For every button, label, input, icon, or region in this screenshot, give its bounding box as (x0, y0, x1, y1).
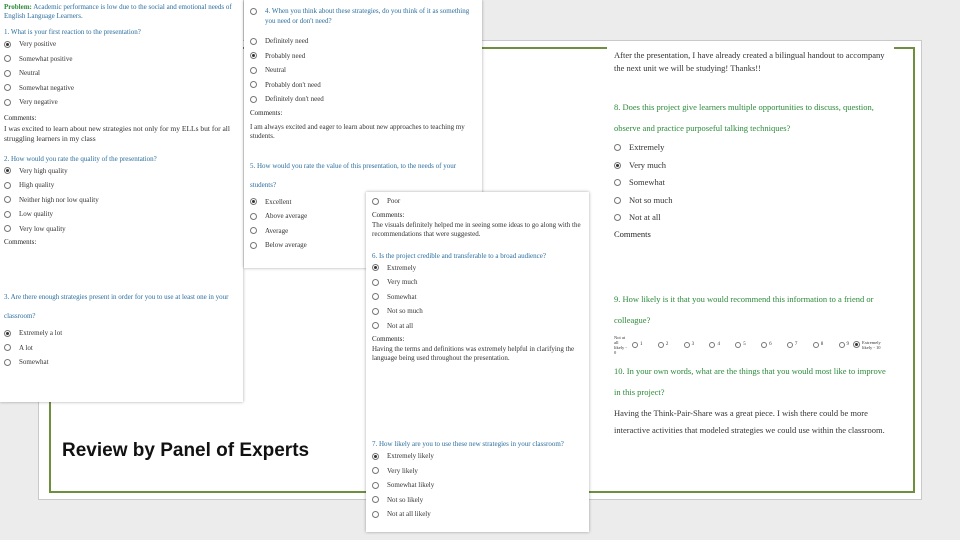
answer-option[interactable] (614, 157, 887, 175)
radio-button-selected[interactable] (614, 162, 621, 169)
radio-button[interactable] (250, 38, 257, 45)
radio-button[interactable] (250, 213, 257, 220)
scale-point[interactable] (658, 342, 669, 348)
option-label: Above average (265, 212, 308, 220)
radio-button[interactable] (372, 279, 379, 286)
scale-points (632, 342, 849, 348)
comments-label: Comments: (4, 113, 37, 122)
question-7-options (372, 449, 583, 522)
scale-point-label: 3 (691, 342, 695, 347)
radio-button[interactable] (250, 242, 257, 249)
scale-point[interactable] (735, 342, 746, 348)
radio-button-selected[interactable] (372, 264, 379, 271)
scale-point-label: 8 (820, 342, 824, 347)
radio-button[interactable] (684, 342, 690, 348)
radio-button[interactable] (4, 84, 11, 91)
radio-button[interactable] (4, 99, 11, 106)
scale-point[interactable] (684, 342, 695, 348)
survey-sheet-a (0, 0, 243, 402)
radio-button[interactable] (250, 8, 257, 15)
option-label: Extremely a lot (19, 329, 63, 337)
comments-label: Comments (614, 228, 651, 239)
problem-text: Academic performance is low due to the social and emotional needs of English Language Learners. (4, 3, 232, 20)
question-1: 1. What is your first reaction to the presentation? (4, 28, 141, 36)
option-label: Very positive (19, 40, 57, 48)
option-label: A lot (19, 343, 33, 352)
option-label: Extremely (629, 142, 665, 152)
radio-button[interactable] (761, 342, 767, 348)
comment-text: The visuals definitely helped me in seeing some ideas to go along with the recommendations that were suggested. (372, 220, 581, 238)
option-label: Neutral (265, 66, 286, 74)
response-intro: After the presentation, I have already created a bilingual handout to accompany the next unit we will be studying! Thanks!! (614, 50, 885, 73)
scale-point-label: 4 (717, 342, 720, 347)
likelihood-scale (614, 335, 884, 355)
question-2: 2. How would you rate the quality of the presentation? (4, 154, 157, 163)
radio-button[interactable] (372, 198, 379, 205)
radio-button[interactable] (632, 342, 638, 348)
answer-option[interactable] (4, 178, 239, 193)
option-label: Not at all (387, 321, 414, 330)
radio-button-selected[interactable] (4, 41, 11, 48)
answer-option[interactable] (4, 341, 239, 356)
answer-option[interactable] (372, 493, 583, 508)
radio-button[interactable] (372, 293, 379, 300)
radio-button[interactable] (250, 81, 257, 88)
answer-option[interactable] (372, 304, 583, 319)
scale-point-label: 6 (769, 342, 772, 347)
option-label: Poor (387, 197, 401, 205)
radio-button-selected[interactable] (853, 341, 860, 348)
answer-option[interactable] (4, 222, 239, 237)
question-10: 10. In your own words, what are the things that you would most like to improve in this project? (614, 365, 886, 397)
radio-button[interactable] (372, 511, 379, 518)
answer-option[interactable] (372, 290, 583, 305)
radio-button[interactable] (4, 70, 11, 77)
scale-point-label: 5 (743, 342, 746, 347)
answer-option[interactable] (4, 207, 239, 222)
radio-button[interactable] (372, 482, 379, 489)
radio-button[interactable] (839, 342, 845, 348)
radio-button[interactable] (614, 197, 621, 204)
option-label: Somewhat (387, 292, 417, 301)
scale-point[interactable] (632, 342, 643, 348)
question-1-options (4, 37, 239, 110)
scale-end-label: Extremely likely - 10 (862, 339, 881, 350)
radio-button[interactable] (372, 322, 379, 329)
answer-option[interactable] (372, 507, 583, 522)
option-label: Extremely likely (387, 452, 434, 460)
question-4: 4. When you think about these strategies, do you think of it as something you need or don't need? (265, 7, 470, 25)
option-poor (372, 194, 583, 209)
survey-sheet-c (366, 192, 589, 532)
answer-option[interactable] (4, 164, 239, 179)
option-label: Somewhat positive (19, 54, 73, 63)
radio-button[interactable] (4, 55, 11, 62)
scale-point[interactable] (839, 342, 850, 348)
comments-label: Comments: (4, 238, 37, 246)
question-5: 5. How would you rate the value of this presentation, to the needs of your students? (250, 161, 457, 189)
option-label: Low quality (19, 210, 54, 218)
scale-point[interactable] (787, 342, 798, 348)
answer-option[interactable] (250, 92, 476, 107)
answer-option[interactable] (614, 139, 887, 157)
scale-point-label: 2 (665, 342, 669, 347)
survey-sheet-d (607, 44, 894, 490)
radio-button[interactable] (372, 308, 379, 315)
option-label: Excellent (265, 197, 292, 206)
option-label: Very much (629, 159, 667, 170)
answer-option[interactable] (4, 52, 239, 67)
option-label: Very much (387, 278, 418, 286)
radio-button[interactable] (813, 342, 819, 348)
radio-button[interactable] (250, 96, 257, 103)
radio-button[interactable] (250, 227, 257, 234)
comments-label: Comments: (372, 335, 405, 343)
question-4-options (250, 34, 476, 107)
option-label: Very negative (19, 98, 58, 106)
option-label: Probably need (265, 51, 306, 60)
radio-button[interactable] (614, 144, 621, 151)
answer-option[interactable] (614, 174, 887, 192)
option-label: Somewhat negative (19, 83, 75, 92)
answer-option[interactable] (4, 66, 239, 81)
scale-start-label: Not at all likely - 0 (614, 334, 627, 355)
option-label: Not so much (387, 307, 423, 315)
answer-option[interactable] (250, 78, 476, 93)
answer-option[interactable] (4, 326, 239, 341)
option-label: Probably don't need (265, 80, 321, 89)
radio-button[interactable] (614, 179, 621, 186)
option-label: Somewhat (629, 177, 665, 187)
question-8: 8. Does this project give learners multiple opportunities to discuss, question, observe and practice purposeful talking techniques? (614, 102, 874, 133)
option-label: Very low quality (19, 224, 66, 233)
comments-label: Comments: (372, 210, 405, 219)
option-label: Very likely (387, 466, 418, 475)
slide-title: Review by Panel of Experts (62, 440, 310, 461)
option-label: Below average (265, 241, 307, 249)
question-6: 6. Is the project credible and transferable to a broad audience? (372, 251, 546, 260)
answer-text: Having the Think-Pair-Share was a great piece. I wish there could be more interactive activities that modeled strategies we could use within the classroom. (614, 407, 885, 435)
radio-button[interactable] (372, 496, 379, 503)
radio-button[interactable] (4, 344, 11, 351)
question-6-options (372, 261, 583, 334)
option-label: Not at all (629, 212, 661, 222)
option-label: High quality (19, 181, 55, 189)
comment-text: Having the terms and definitions was extremely helpful in clarifying the language being used throughout the presentation. (372, 345, 575, 362)
option-label: Not at all likely (387, 510, 431, 518)
option-label: Very high quality (19, 166, 68, 175)
option-label: Definitely need (265, 37, 309, 45)
radio-button[interactable] (4, 182, 11, 189)
comment-text: I am always excited and eager to learn about new approaches to teaching my students. (250, 122, 465, 140)
option-label: Not so likely (387, 495, 424, 504)
scale-point-label: 9 (846, 342, 849, 347)
answer-option[interactable] (250, 49, 476, 64)
radio-button-selected[interactable] (4, 167, 11, 174)
radio-button-selected[interactable] (250, 52, 257, 59)
radio-button[interactable] (4, 211, 11, 218)
answer-option[interactable] (372, 478, 583, 493)
answer-option[interactable] (372, 275, 583, 290)
radio-button[interactable] (614, 214, 621, 221)
scale-point[interactable] (761, 342, 772, 348)
radio-button[interactable] (4, 225, 11, 232)
question-8-options (614, 139, 887, 227)
option-label: Not so much (629, 194, 673, 205)
scale-point[interactable] (813, 342, 824, 348)
answer-option[interactable] (372, 261, 583, 276)
option-label: Neither high nor low quality (19, 195, 99, 204)
radio-button-selected[interactable] (4, 330, 11, 337)
radio-button[interactable] (787, 342, 793, 348)
scale-point[interactable] (709, 342, 720, 348)
answer-option[interactable] (614, 209, 887, 227)
problem-label: Problem: (4, 3, 32, 11)
question-3: 3. Are there enough strategies present in order for you to use at least one in your classroom? (4, 293, 229, 320)
radio-button[interactable] (4, 196, 11, 203)
radio-button[interactable] (658, 342, 664, 348)
answer-option[interactable] (250, 34, 476, 49)
scale-end (853, 340, 884, 350)
radio-button[interactable] (709, 342, 715, 348)
answer-option[interactable] (4, 95, 239, 110)
option-label: Extremely (387, 263, 417, 272)
answer-option[interactable] (4, 355, 239, 370)
radio-button[interactable] (4, 359, 11, 366)
question-4-row (250, 6, 476, 26)
comment-text: I was excited to learn about new strategies not only for my ELLs but for all struggling learners in my class (4, 123, 230, 143)
radio-button-selected[interactable] (250, 198, 257, 205)
question-2-options (4, 164, 239, 237)
question-7: 7. How likely are you to use these new strategies in your classroom? (372, 440, 564, 448)
scale-point-label: 7 (794, 342, 798, 347)
radio-button[interactable] (250, 67, 257, 74)
answer-option[interactable] (4, 81, 239, 96)
radio-button[interactable] (372, 467, 379, 474)
answer-option[interactable] (4, 193, 239, 208)
scale-point-label: 1 (640, 342, 643, 347)
radio-button-selected[interactable] (372, 453, 379, 460)
option-label: Average (265, 226, 289, 235)
option-label: Definitely don't need (265, 95, 324, 103)
option-label: Neutral (19, 69, 40, 77)
answer-option[interactable] (372, 464, 583, 479)
answer-option[interactable] (250, 63, 476, 78)
answer-option[interactable] (372, 449, 583, 464)
answer-option[interactable] (4, 37, 239, 52)
option-label: Somewhat (19, 358, 49, 366)
radio-button[interactable] (735, 342, 741, 348)
problem-statement (4, 3, 239, 21)
question-9: 9. How likely is it that you would recommend this information to a friend or colleague? (614, 293, 874, 325)
option-label: Somewhat likely (387, 481, 435, 489)
comments-label: Comments: (250, 108, 283, 117)
answer-option[interactable] (614, 192, 887, 210)
question-3-options (4, 326, 239, 370)
answer-option[interactable] (372, 319, 583, 334)
